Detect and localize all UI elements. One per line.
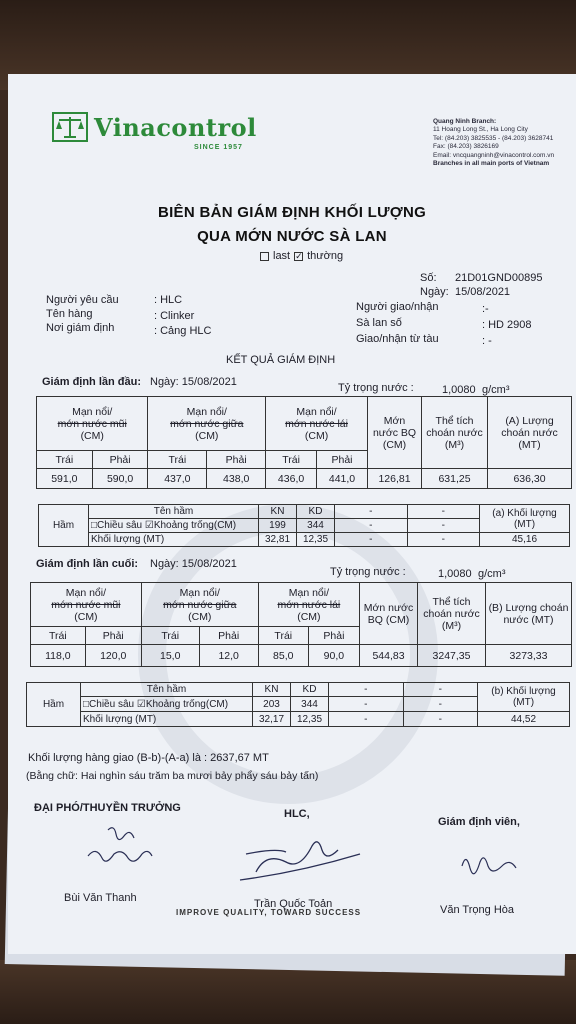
bow-starboard-value: 120,0 — [85, 645, 141, 667]
surveyor-name: Văn Trọng Hòa — [440, 904, 514, 916]
empty-cell: - — [407, 533, 480, 547]
so-label: Số: — [420, 272, 437, 284]
mid-header: Mạn nổi/ mớn nước giữa (CM) — [141, 583, 258, 627]
weight-label: Khối lượng (MT) — [81, 712, 253, 727]
kn-header: KN — [253, 683, 291, 697]
signature-surveyor — [456, 846, 526, 886]
mid-starboard-value: 12,0 — [199, 645, 258, 667]
first-survey-label: Giám định lần đầu: — [42, 376, 142, 388]
so-value: 21D01GND00895 — [455, 272, 543, 284]
hold-a-result-value: 45,16 — [480, 533, 570, 547]
last-survey-label: Giám định lần cuối: — [36, 558, 139, 570]
empty-cell: - — [335, 505, 408, 519]
starboard-label: Phải — [85, 627, 141, 645]
surveyor-label: Giám định viên, — [438, 816, 520, 828]
port-label: Trái — [37, 451, 93, 469]
bow-port-value: 591,0 — [37, 469, 93, 489]
goods-value: : Clinker — [154, 310, 195, 322]
result-heading: KẾT QUẢ GIÁM ĐỊNH — [226, 354, 336, 366]
kn-value: 199 — [259, 519, 297, 533]
volume-value: 3247,35 — [418, 645, 486, 667]
hlc-signer-name: Trần Quốc Toản — [254, 898, 333, 910]
slogan: IMPROVE QUALITY, TOWARD SUCCESS — [176, 908, 362, 917]
kn-header: KN — [259, 505, 297, 519]
bow-port-value: 118,0 — [31, 645, 86, 667]
empty-cell: - — [329, 712, 404, 727]
vinacontrol-logo — [52, 112, 257, 142]
checkbox-last — [260, 252, 269, 261]
signature-chief-officer — [78, 822, 188, 872]
place-label: Nơi giám định — [46, 322, 115, 334]
checkbox-normal-checked: ✓ — [295, 250, 303, 261]
branch-network: Branches in all main ports of Vietnam — [433, 160, 550, 168]
mid-port-value: 437,0 — [148, 469, 207, 489]
place-value: : Cảng HLC — [154, 325, 212, 337]
first-hold-table — [38, 504, 570, 547]
kn-weight: 32,17 — [253, 712, 291, 727]
kd-weight: 12,35 — [291, 712, 329, 727]
bow-starboard-value: 590,0 — [92, 469, 148, 489]
kn-weight: 32,81 — [259, 533, 297, 547]
barge-label: Sà lan số — [356, 317, 402, 329]
hlc-label: HLC, — [284, 808, 310, 820]
bow-header: Mạn nổi/ mớn nước mũi (CM) — [31, 583, 142, 627]
ngay-value: 15/08/2021 — [455, 286, 511, 298]
last-density-label: Tỷ trọng nước : — [330, 566, 406, 578]
delivery-from-value: : - — [482, 335, 492, 347]
deliverer-value: :- — [482, 303, 489, 315]
document-page — [8, 74, 576, 954]
first-survey-table — [36, 396, 572, 489]
document-subtitle: QUA MỚN NƯỚC SÀ LAN — [197, 228, 387, 245]
type-checkboxes — [260, 250, 343, 262]
depth-space-label: □Chiều sâu ☑Khoảng trống(CM) — [81, 697, 253, 712]
mean-draft-value: 126,81 — [368, 469, 422, 489]
checkbox-normal-label: thường — [307, 250, 344, 262]
mid-header: Mạn nổi/ mớn nước giữa (CM) — [148, 397, 266, 451]
port-label: Trái — [148, 451, 207, 469]
delivery-from-label: Giao/nhận từ tàu — [356, 333, 439, 345]
mid-port-value: 15,0 — [141, 645, 199, 667]
hold-a-result-label: (a) Khối lượng (MT) — [480, 505, 570, 533]
hold-label: Hầm — [27, 683, 81, 727]
mid-starboard-value: 438,0 — [207, 469, 266, 489]
port-label: Trái — [258, 627, 308, 645]
hold-b-result-label: (b) Khối lượng (MT) — [478, 683, 570, 712]
document-title: BIÊN BẢN GIÁM ĐỊNH KHỐI LƯỢNG — [157, 204, 427, 221]
requester-label: Người yêu cầu — [46, 294, 119, 306]
stern-starboard-value: 90,0 — [308, 645, 359, 667]
first-density-label: Tỷ trọng nước : — [338, 382, 414, 394]
chief-officer-label: ĐẠI PHÓ/THUYỀN TRƯỞNG — [34, 802, 181, 814]
first-density-value: 1,0080 — [442, 384, 476, 396]
last-survey-date: Ngày: 15/08/2021 — [150, 558, 237, 570]
barge-value: : HD 2908 — [482, 319, 532, 331]
kn-value: 203 — [253, 697, 291, 712]
branch-name: Quang Ninh Branch: — [433, 118, 497, 125]
starboard-label: Phải — [207, 451, 266, 469]
volume-header: Thể tích choán nước (M³) — [422, 397, 488, 469]
last-hold-table — [26, 682, 570, 727]
first-density-unit: g/cm³ — [482, 384, 510, 396]
starboard-label: Phải — [308, 627, 359, 645]
chief-officer-name: Bùi Văn Thanh — [64, 892, 137, 904]
amount-in-words: (Bằng chữ: Hai nghìn sáu trăm ba mươi bảy phẩy sáu bảy tấn) — [26, 770, 319, 782]
volume-value: 631,25 — [422, 469, 488, 489]
weight-label: Khối lượng (MT) — [89, 533, 259, 547]
branch-tel: Tel: (84.203) 3825535 - (84.203) 3628741 — [433, 134, 554, 142]
mean-draft-value: 544,83 — [360, 645, 418, 667]
table-row — [37, 469, 572, 489]
requester-value: : HLC — [154, 294, 183, 306]
delivered-quantity: Khối lượng hàng giao (B-b)-(A-a) là : 2637,67 MT — [28, 752, 269, 764]
hold-b-result-value: 44,52 — [478, 712, 570, 727]
volume-header: Thể tích choán nước (M³) — [418, 583, 486, 645]
empty-cell: - — [329, 683, 404, 697]
hold-name-header: Tên hầm — [81, 683, 253, 697]
branch-address: 11 Hoang Long St., Ha Long City — [433, 126, 528, 134]
stern-header: Mạn nổi/ mớn nước lái (CM) — [258, 583, 359, 627]
empty-cell: - — [407, 505, 480, 519]
checkbox-last-label: last — [273, 250, 291, 262]
kd-value: 344 — [297, 519, 335, 533]
hold-name-header: Tên hầm — [89, 505, 259, 519]
empty-cell: - — [329, 697, 404, 712]
empty-cell: - — [403, 712, 478, 727]
table-row — [31, 645, 572, 667]
stern-starboard-value: 441,0 — [317, 469, 368, 489]
branch-email: Email: vncquangninh@vinacontrol.com.vn — [433, 151, 555, 159]
bow-header: Mạn nổi/ mớn nước mũi (CM) — [37, 397, 148, 451]
kd-value: 344 — [291, 697, 329, 712]
last-density-unit: g/cm³ — [478, 568, 506, 580]
port-label: Trái — [31, 627, 86, 645]
kd-weight: 12,35 — [297, 533, 335, 547]
port-label: Trái — [141, 627, 199, 645]
depth-space-label: □Chiều sâu ☑Khoảng trống(CM) — [89, 519, 259, 533]
displacement-header: (A) Lượng choán nước (MT) — [488, 397, 572, 469]
mean-draft-header: Mớn nước BQ (CM) — [360, 583, 418, 645]
empty-cell: - — [403, 697, 478, 712]
port-label: Trái — [266, 451, 317, 469]
goods-label: Tên hàng — [46, 308, 93, 320]
mean-draft-header: Mớn nước BQ (CM) — [368, 397, 422, 469]
last-density-value: 1,0080 — [438, 568, 472, 580]
logo-since: SINCE 1957 — [194, 144, 243, 151]
ngay-label: Ngày: — [420, 286, 449, 298]
kd-header: KD — [297, 505, 335, 519]
first-survey-date: Ngày: 15/08/2021 — [150, 376, 237, 388]
displacement-header: (B) Lượng choán nước (MT) — [486, 583, 572, 645]
signature-hlc — [236, 832, 366, 892]
starboard-label: Phải — [92, 451, 148, 469]
scales-icon — [52, 112, 88, 142]
displacement-value: 636,30 — [488, 469, 572, 489]
starboard-label: Phải — [199, 627, 258, 645]
kd-header: KD — [291, 683, 329, 697]
empty-cell: - — [335, 533, 408, 547]
empty-cell: - — [335, 519, 408, 533]
starboard-label: Phải — [317, 451, 368, 469]
logo-text: Vinacontrol — [94, 112, 257, 142]
stern-port-value: 436,0 — [266, 469, 317, 489]
displacement-value: 3273,33 — [486, 645, 572, 667]
hold-label: Hầm — [39, 505, 89, 547]
branch-info — [433, 118, 576, 168]
stern-port-value: 85,0 — [258, 645, 308, 667]
branch-fax: Fax: (84.203) 3826169 — [433, 143, 499, 151]
stern-header: Mạn nổi/ mớn nước lái (CM) — [266, 397, 368, 451]
empty-cell: - — [407, 519, 480, 533]
last-survey-table — [30, 582, 572, 667]
deliverer-label: Người giao/nhận — [356, 301, 439, 313]
empty-cell: - — [403, 683, 478, 697]
